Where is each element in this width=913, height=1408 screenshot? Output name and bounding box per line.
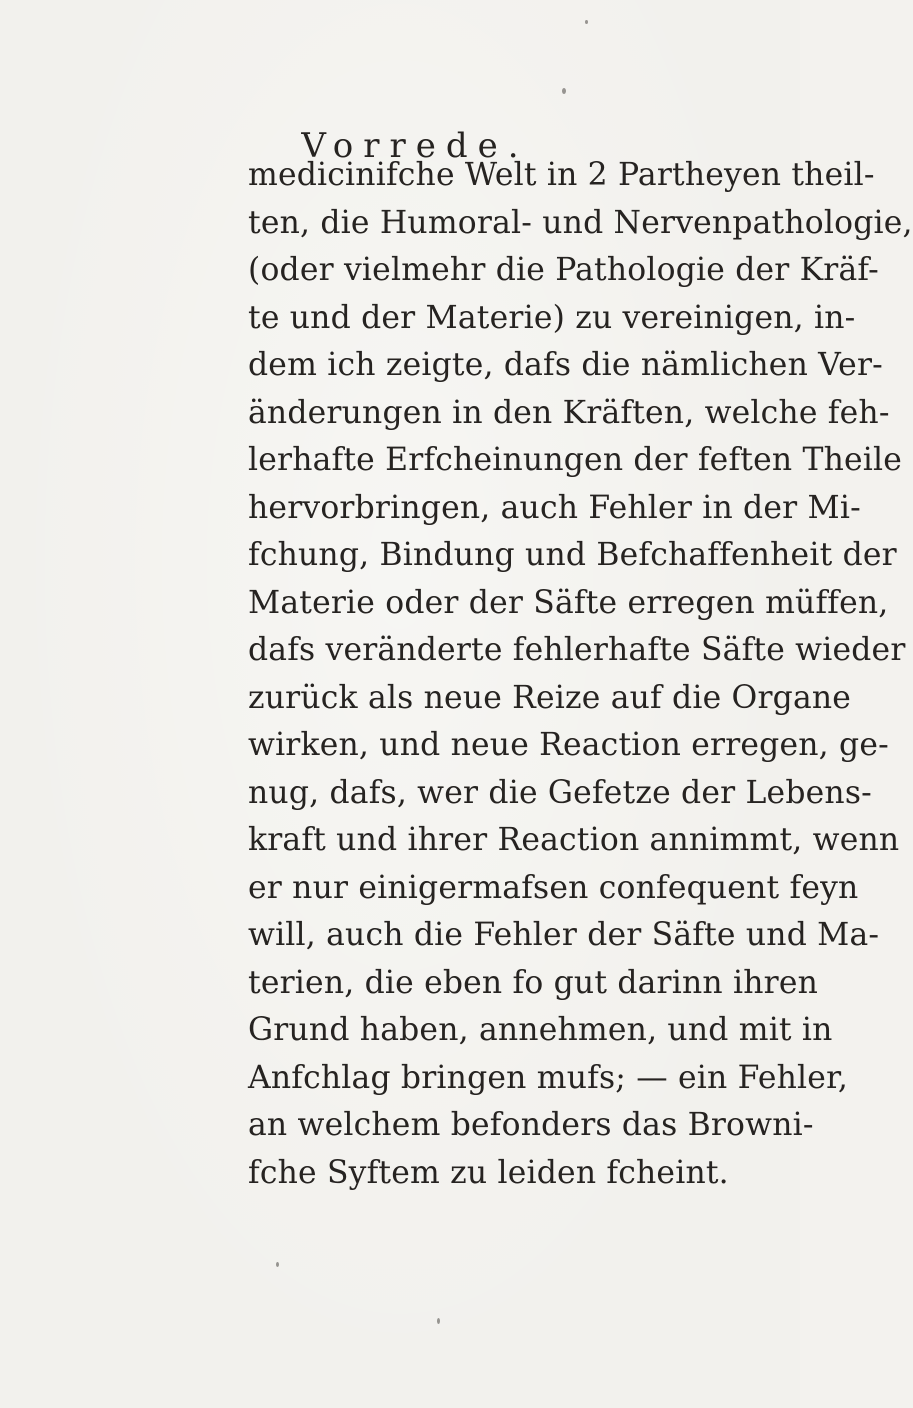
text-line: er nur einigermafsen confequent feyn <box>248 869 859 906</box>
ink-speck <box>585 20 588 24</box>
text-line: lerhafte Erfcheinungen der feften Theile <box>248 442 903 478</box>
text-line: fche Syftem zu leiden fcheint. <box>248 1154 729 1191</box>
text-line: Grund haben, annehmen, und mit in <box>248 1012 833 1048</box>
text-line: dafs veränderte fehlerhafte Säfte wieder <box>248 632 906 668</box>
text-line: (oder vielmehr die Pathologie der Kräf- <box>248 252 879 288</box>
text-line: terien, die eben fo gut darinn ihren <box>248 964 819 1001</box>
text-line: medicinifche Welt in 2 Partheyen theil- <box>248 157 875 193</box>
text-line: fchung, Bindung und Befchaffenheit der <box>248 537 897 573</box>
ink-speck <box>562 88 566 94</box>
ink-speck <box>437 1318 440 1324</box>
running-title: Vorrede. <box>301 126 529 166</box>
text-line: hervorbringen, auch Fehler in der Mi- <box>248 489 861 526</box>
text-line: te und der Materie) zu vereinigen, in- <box>248 299 856 336</box>
text-line: zurück als neue Reize auf die Organe <box>248 679 852 716</box>
text-line: Anfchlag bringen mufs; — ein Fehler, <box>248 1059 849 1096</box>
text-line: dem ich zeigte, dafs die nämlichen Ver- <box>248 347 883 383</box>
text-block <box>248 152 913 1197</box>
text-line: änderungen in den Kräften, welche feh- <box>248 394 890 431</box>
ink-speck <box>276 1262 279 1267</box>
text-line: will, auch die Fehler der Säfte und Ma- <box>248 917 880 953</box>
text-line: ten, die Humoral- und Nervenpathologie, <box>248 204 913 241</box>
text-line: an welchem befonders das Brownі- <box>248 1107 814 1143</box>
text-line: kraft und ihrer Reaction annimmt, wenn <box>248 822 900 858</box>
text-line: nug, dafs, wer die Gefetze der Lebens- <box>248 774 872 811</box>
text-line: Materie oder der Säfte erregen müffen, <box>248 584 889 621</box>
text-line: wirken, und neue Reaction erregen, ge- <box>248 727 889 763</box>
